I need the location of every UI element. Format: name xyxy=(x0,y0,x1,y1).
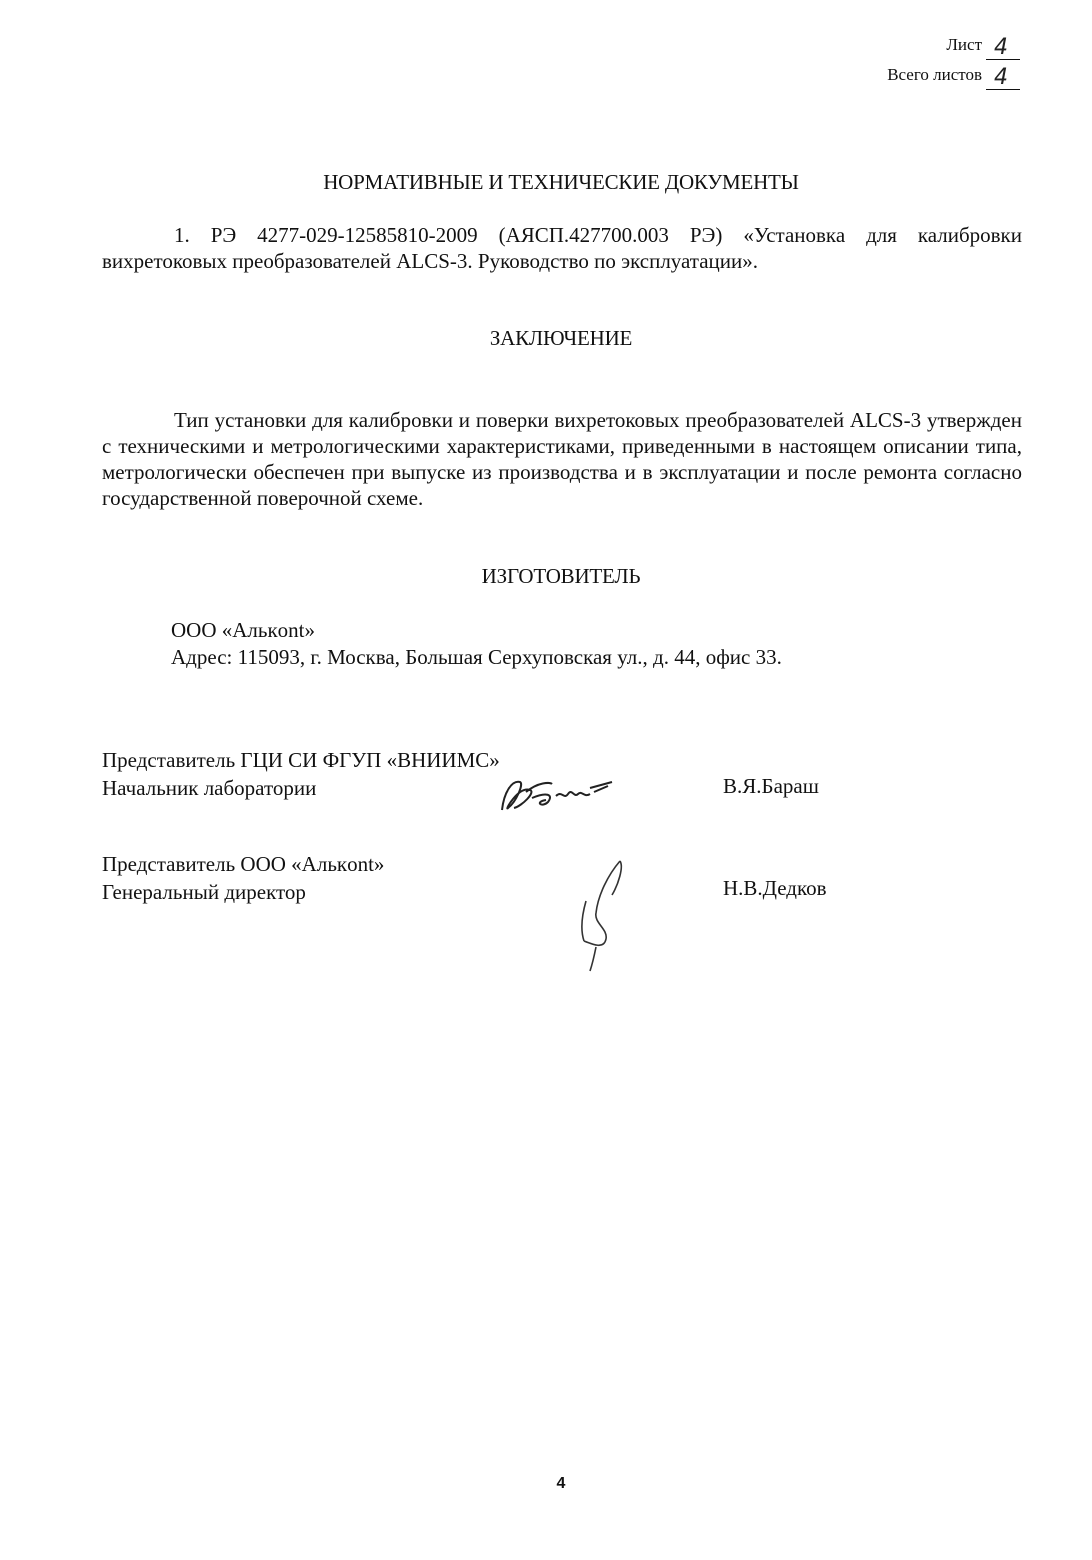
normative-docs-heading: НОРМАТИВНЫЕ И ТЕХНИЧЕСКИЕ ДОКУМЕНТЫ xyxy=(323,170,799,194)
signatory-name: В.Я.Бараш xyxy=(723,774,819,798)
manufacturer-block xyxy=(171,617,782,671)
page-number: 4 xyxy=(556,1475,566,1492)
sheet-number-field xyxy=(986,35,1020,60)
signature-scribble-barash xyxy=(490,772,670,822)
manufacturer-name: ООО «Алькont» xyxy=(171,618,316,642)
total-sheets-label: Всего листов xyxy=(887,65,982,84)
manufacturer-address: Адрес: 115093, г. Москва, Большая Серхуповская ул., д. 44, офис 33. xyxy=(171,645,782,669)
signature-block-vniims xyxy=(102,746,500,802)
signatory-position: Генеральный директор xyxy=(102,880,306,904)
normative-doc-item: 1. РЭ 4277-029-12585810-2009 (АЯСП.427700.003 РЭ) «Установка для калибровки вихретоковых преобразователей ALCS-3. Руководство по эксплуатации». xyxy=(102,223,1022,273)
manufacturer-heading: ИЗГОТОВИТЕЛЬ xyxy=(481,564,641,588)
sheet-label: Лист xyxy=(946,35,982,54)
signatory-org: Представитель ООО «Алькont» xyxy=(102,852,385,876)
total-sheets-handwritten: 4 xyxy=(994,65,1008,90)
conclusion-heading: ЗАКЛЮЧЕНИЕ xyxy=(489,326,633,350)
signatory-position: Начальник лаборатории xyxy=(102,776,317,800)
signatory-name: Н.В.Дедков xyxy=(723,876,827,900)
total-sheets-field xyxy=(986,65,1020,90)
signatory-org: Представитель ГЦИ СИ ФГУП «ВНИИМС» xyxy=(102,748,500,772)
conclusion-text: Тип установки для калибровки и поверки вихретоковых преобразователей ALCS-3 утвержден с техническими и метрологическими характеристиками, приведенными в настоящем описании типа, метрологически обеспечен при выпуске из производства и в эксплуатации и после ремонта согласно государственной поверочной схеме. xyxy=(102,408,1022,510)
signature-scribble-dedkov xyxy=(560,855,640,975)
sheet-number-row xyxy=(887,30,1020,60)
signature-block-alkont xyxy=(102,850,384,906)
sheet-info xyxy=(887,30,1020,90)
sheet-number-handwritten: 4 xyxy=(994,35,1008,60)
total-sheets-row xyxy=(887,60,1020,90)
